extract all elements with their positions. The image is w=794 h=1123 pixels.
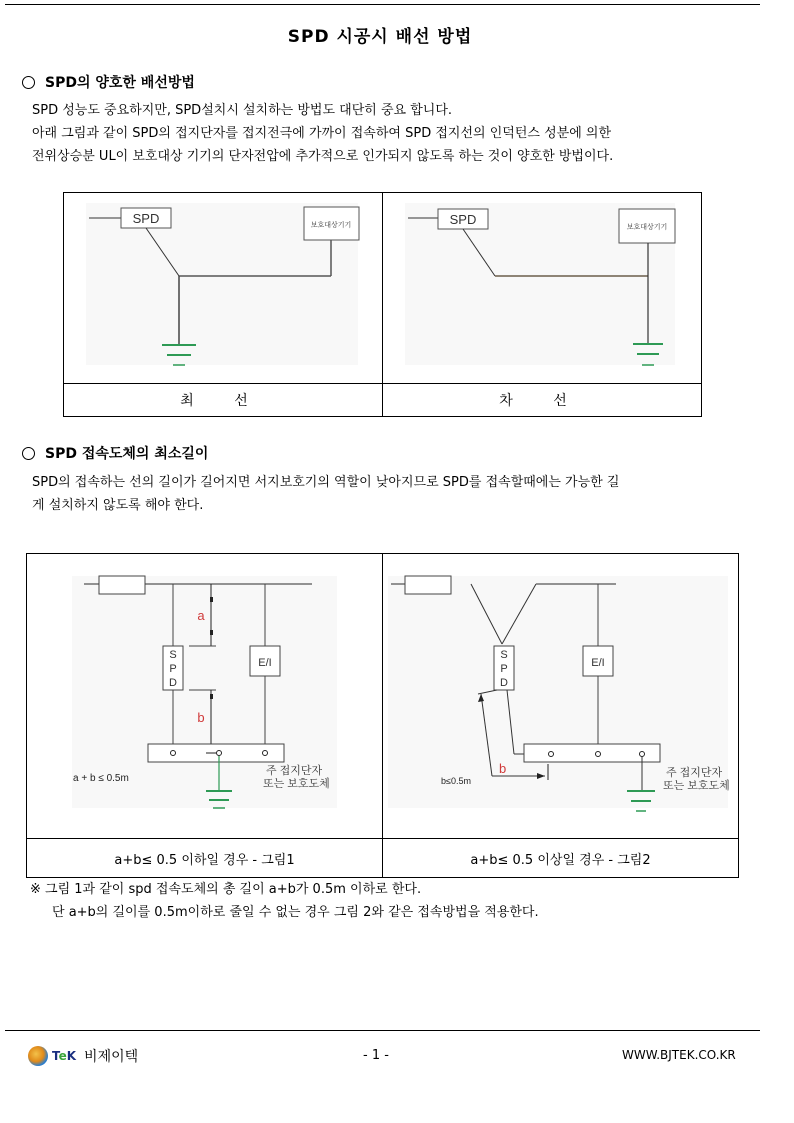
- svg-text:b: b: [197, 710, 205, 725]
- figure2-diagram: [383, 554, 738, 834]
- note-line-2: 단 a+b의 길이를 0.5m이하로 줄일 수 없는 경우 그림 2와 같은 접속방법을 적용한다.: [52, 905, 539, 920]
- caption-second-best: 차 선: [383, 384, 702, 417]
- wiring-comparison-table: [63, 192, 702, 417]
- svg-text:SPD: SPD: [132, 211, 160, 226]
- section2-line-1: SPD의 접속하는 선의 길이가 길어지면 서지보호기의 역할이 낮아지므로 SPD를 접속할때에는 가능한 길: [32, 475, 620, 490]
- section2-heading-text: SPD 접속도체의 최소길이: [45, 446, 209, 462]
- section2-line-2: 게 설치하지 않도록 해야 한다.: [32, 498, 204, 513]
- section1-heading-text: SPD의 양호한 배선방법: [45, 75, 195, 91]
- company-name: 비제이텍: [84, 1049, 139, 1065]
- svg-text:보호대상기기: 보호대상기기: [626, 224, 668, 231]
- footer-rule: [5, 1030, 760, 1031]
- logo-text: TeK: [52, 1049, 77, 1063]
- svg-text:S: S: [169, 649, 177, 661]
- svg-text:주 접지단자: 주 접지단자: [666, 767, 723, 779]
- svg-text:주 접지단자: 주 접지단자: [266, 765, 323, 777]
- website-url: WWW.BJTEK.CO.KR: [622, 1048, 736, 1062]
- svg-text:E/I: E/I: [591, 657, 605, 669]
- circle-bullet-icon: [22, 447, 35, 460]
- svg-text:S: S: [500, 649, 508, 661]
- svg-text:b: b: [499, 761, 507, 776]
- svg-text:D: D: [500, 677, 508, 689]
- svg-text:또는 보호도체: 또는 보호도체: [663, 780, 730, 792]
- page-title: SPD 시공시 배선 방법: [287, 27, 473, 47]
- section2-paragraph: [32, 471, 744, 517]
- svg-text:또는 보호도체: 또는 보호도체: [263, 778, 330, 790]
- top-rule: [5, 4, 760, 5]
- connection-length-table: [26, 553, 739, 878]
- figure-best-cell: [64, 193, 383, 384]
- figure1-cell: [27, 554, 383, 839]
- svg-text:보호대상기기: 보호대상기기: [310, 222, 352, 229]
- section1-paragraph: [32, 99, 744, 168]
- svg-text:b≤0.5m: b≤0.5m: [441, 776, 471, 786]
- caption-best: 최 선: [64, 384, 383, 417]
- best-wiring-diagram: [64, 193, 382, 379]
- globe-logo-icon: [28, 1046, 48, 1066]
- svg-text:P: P: [500, 663, 508, 675]
- section1-line-2: 아래 그림과 같이 SPD의 접지단자를 접지전극에 가까이 접속하여 SPD 접지선의 인덕턴스 성분에 의한: [32, 126, 611, 141]
- second-best-wiring-diagram: [383, 193, 701, 379]
- company-logo: [28, 1046, 138, 1066]
- section2-heading: [22, 443, 208, 463]
- svg-text:P: P: [169, 663, 177, 675]
- fuse-box: [99, 576, 145, 594]
- svg-text:a: a: [197, 608, 205, 623]
- note-line-1: ※ 그림 1과 같이 spd 접속도체의 총 길이 a+b가 0.5m 이하로 한다.: [30, 882, 422, 897]
- caption-figure1: a+b≤ 0.5 이하일 경우 - 그림1: [27, 839, 383, 878]
- section1-line-1: SPD 성능도 중요하지만, SPD설치시 설치하는 방법도 대단히 중요 합니다.: [32, 103, 453, 118]
- figure1-diagram: [27, 554, 382, 834]
- svg-text:E/I: E/I: [258, 657, 272, 669]
- caption-figure2: a+b≤ 0.5 이상일 경우 - 그림2: [383, 839, 739, 878]
- circle-bullet-icon: [22, 76, 35, 89]
- section1-heading: [22, 72, 195, 92]
- svg-text:SPD: SPD: [449, 212, 477, 227]
- figure-second-best-cell: [383, 193, 702, 384]
- svg-text:a + b ≤ 0.5m: a + b ≤ 0.5m: [73, 773, 129, 784]
- page-number: - 1 -: [363, 1048, 389, 1063]
- figure2-cell: [383, 554, 739, 839]
- fuse-box: [405, 576, 451, 594]
- svg-text:D: D: [169, 677, 177, 689]
- section1-line-3: 전위상승분 UL이 보호대상 기기의 단자전압에 추가적으로 인가되지 않도록 하는 것이 양호한 방법이다.: [32, 149, 614, 164]
